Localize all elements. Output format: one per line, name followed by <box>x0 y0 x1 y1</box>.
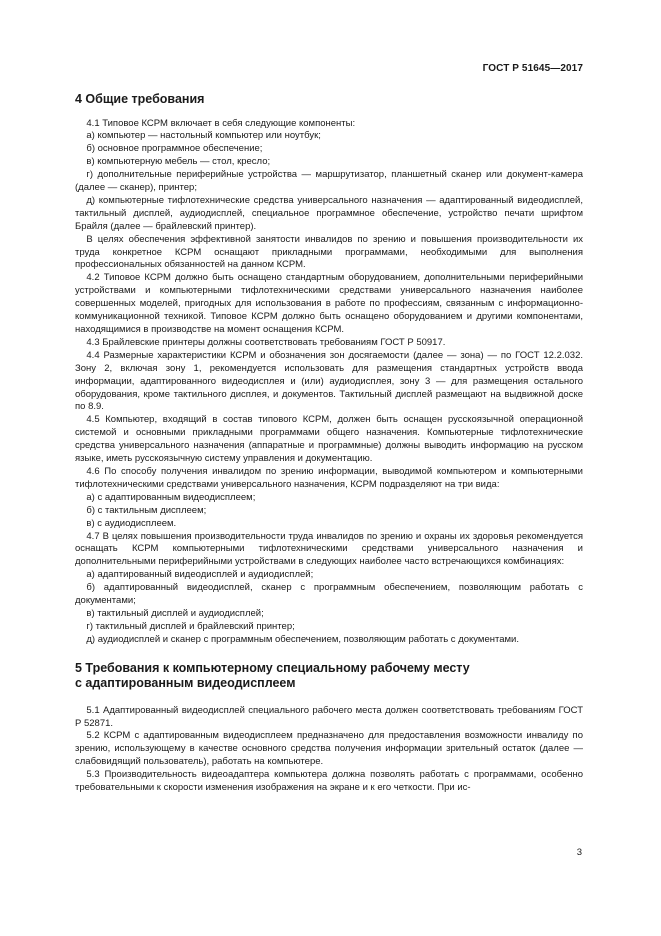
list-item: а) компьютер — настольный компьютер или ноутбук; <box>86 130 321 142</box>
paragraph: 5.2 КСРМ с адаптированным видеодисплеем предназначено для предоставления возможности инвалиду по зрению, использующему в качестве основного средства получения информации зрительный остаток (далее — слабовидящий пользователь), работать на компьютере. <box>75 730 583 768</box>
list-item: б) адаптированный видеодисплей, сканер с программным обеспечением, позволяющим работать с документами; <box>75 582 583 607</box>
section-4-heading: 4 Общие требования <box>75 92 205 106</box>
list-item: д) аудиодисплей и сканер с программным обеспечением, позволяющим работать с документами. <box>86 633 519 645</box>
section-5-heading-line-1: 5 Требования к компьютерному специальному рабочему месту <box>75 660 470 675</box>
page-number: 3 <box>576 847 582 858</box>
list-item: в) тактильный дисплей и аудиодисплей; <box>86 607 264 619</box>
list-item: б) основное программное обеспечение; <box>86 143 263 155</box>
list-item: г) дополнительные периферийные устройства — маршрутизатор, планшетный сканер или документ-камера (далее — сканер), принтер; <box>75 169 583 194</box>
paragraph: 4.1 Типовое КСРМ включает в себя следующие компоненты: <box>86 117 356 129</box>
list-item: а) адаптированный видеодисплей и аудиодисплей; <box>86 569 314 581</box>
section-5-heading-line-2: с адаптированным видеодисплеем <box>75 676 296 691</box>
paragraph: 5.1 Адаптированный видеодисплей специального рабочего места должен соответствовать требованиям ГОСТ Р 52871. <box>75 704 583 729</box>
list-item: б) с тактильным дисплеем; <box>86 504 207 516</box>
list-item: а) с адаптированным видеодисплеем; <box>86 491 256 503</box>
document-code-header: ГОСТ Р 51645—2017 <box>482 63 583 74</box>
page-body <box>75 92 583 795</box>
paragraph: 4.3 Брайлевские принтеры должны соответствовать требованиям ГОСТ Р 50917. <box>86 336 446 348</box>
section-4-text <box>75 118 583 647</box>
paragraph: 4.4 Размерные характеристики КСРМ и обозначения зон досягаемости (далее — зона) — по ГОСТ 12.2.032. Зону 2, включая зону 1, рекомендуется использовать для размещения стандартных устройств ввода информации, адаптированного видеодисплея и (или) аудиодисплея, зону 3 — для размещения остального оборудования, кроме тактильного дисплея, и документов. Тактильный дисплей размещают на выдвижной доске по 8.9. <box>75 349 583 413</box>
paragraph: 4.6 По способу получения инвалидом по зрению информации, выводимой компьютером и компьютерными тифлотехническими средствами универсального назначения, КСРМ подразделяют на три вида: <box>75 465 583 490</box>
list-item: г) тактильный дисплей и брайлевский принтер; <box>86 620 295 632</box>
paragraph: 4.5 Компьютер, входящий в состав типового КСРМ, должен быть оснащен русскоязычной операционной системой и основными прикладными программами общего назначения. Компьютерные тифлотехнические средства универсального назначения (аппаратные и программные) должны выводить информацию на русском языке, иметь русскоязычную систему управления и документацию. <box>75 414 583 465</box>
section-5-heading <box>75 661 583 692</box>
list-item: д) компьютерные тифлотехнические средства универсального назначения — адаптированный видеодисплей, тактильный дисплей, аудиодисплей, специальное программное обеспечение, устройство печати шрифтом Брайля (далее — брайлевский принтер). <box>75 194 583 232</box>
paragraph: 4.2 Типовое КСРМ должно быть оснащено стандартным оборудованием, дополнительными периферийными устройствами и компьютерными тифлотехническими средствами универсального назначения наиболее совершенных моделей, пригодных для использования в работе по профессиям, связанным с информационно-коммуникационной техникой. Типовое КСРМ должно быть оснащено оборудованием и другими компонентами, находящимися в производстве на момент оснащения КСРМ. <box>75 272 583 335</box>
paragraph: В целях обеспечения эффективной занятости инвалидов по зрению и повышения производительности их труда конкретное КСРМ оснащают прикладными программами, необходимыми для выполнения профессиональных обязанностей на данном КСРМ. <box>75 233 583 271</box>
section-5-text <box>75 705 583 795</box>
list-item: в) с аудиодисплеем. <box>86 517 177 529</box>
paragraph: 5.3 Производительность видеоадаптера компьютера должна позволять работать с программами, особенно требовательными к скорости изменения изображения на экране и к его четкости. При ис- <box>75 769 583 794</box>
paragraph: 4.7 В целях повышения производительности труда инвалидов по зрению и охраны их здоровья рекомендуется оснащать КСРМ компьютерными тифлотехническими средствами универсального назначения и дополнительными периферийными устройствами в следующих наиболее часто встречающихся комбинациях: <box>75 530 583 568</box>
list-item: в) компьютерную мебель — стол, кресло; <box>86 156 271 168</box>
